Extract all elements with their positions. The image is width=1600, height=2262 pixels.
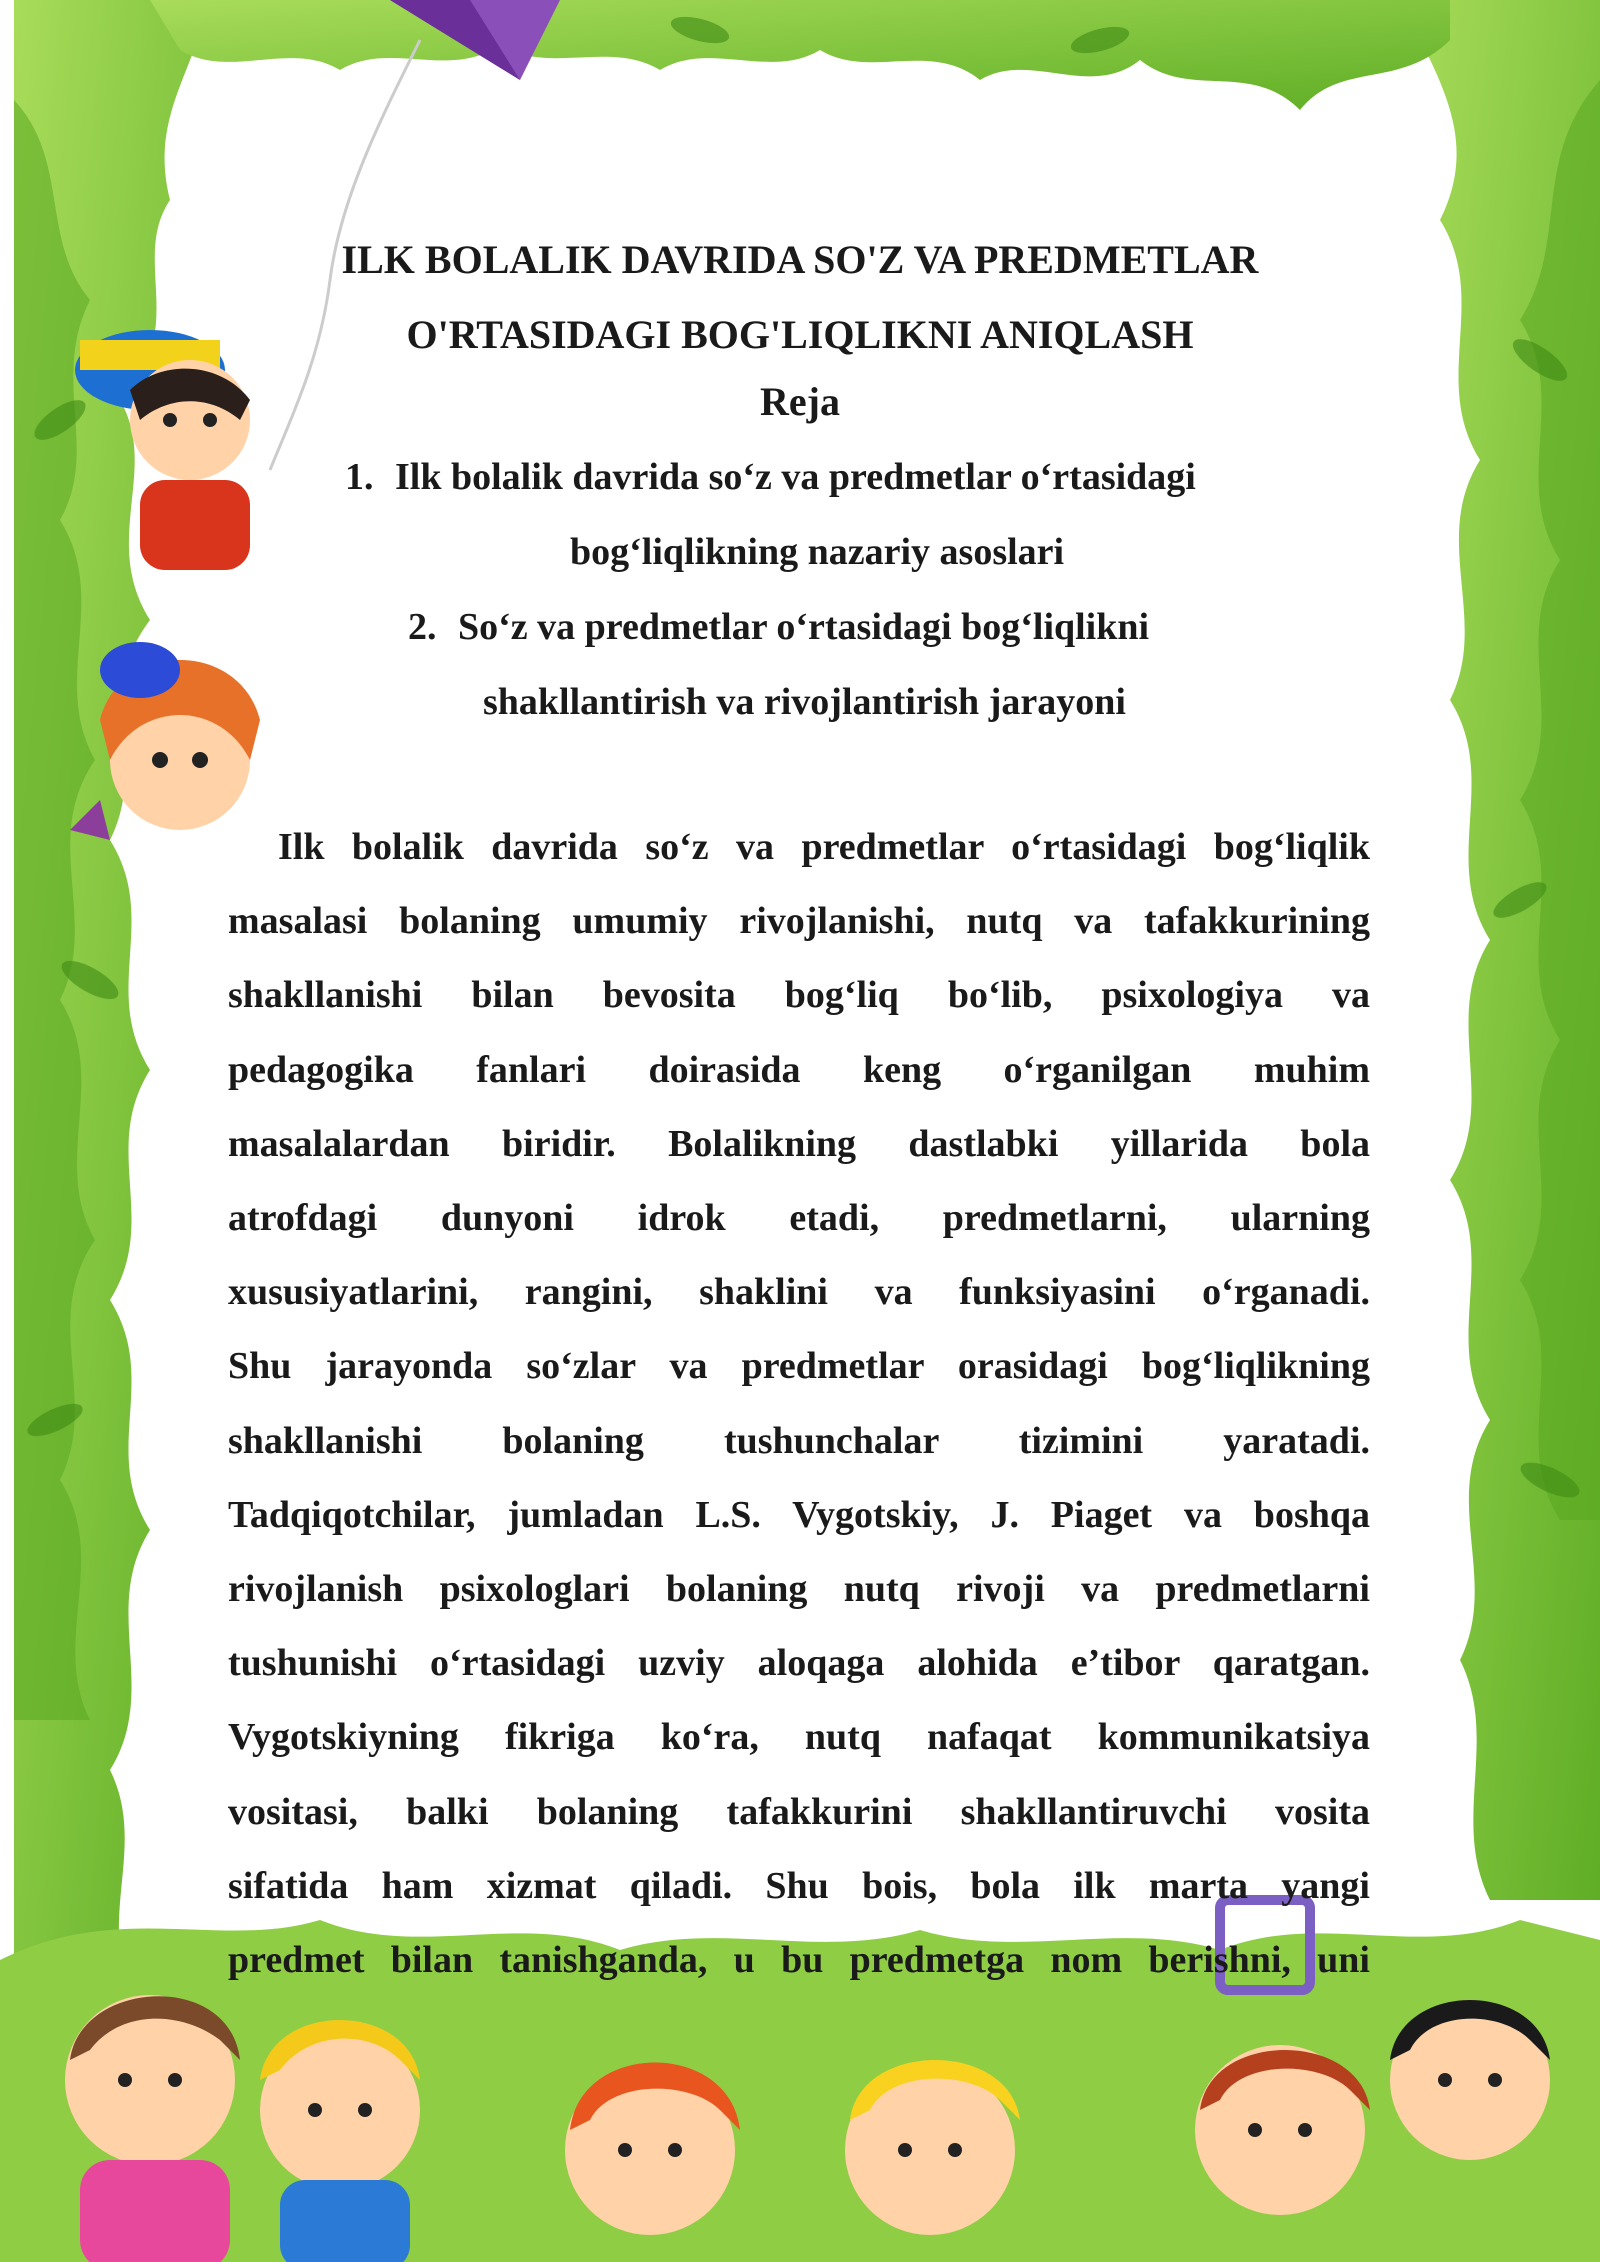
paragraph-line: Ilk bolalik davrida so‘z va predmetlar o‘rtasidagi bog‘liqlik (278, 826, 1370, 868)
paragraph-line: atrofdagi dunyoni idrok etadi, predmetlarni, ularning (228, 1197, 1370, 1240)
plan-item-line: So‘z va predmetlar o‘rtasidagi bog‘liqlikni (458, 606, 1150, 648)
plan-item-line: bog‘liqlikning nazariy asoslari (570, 531, 1065, 573)
paragraph-line: rivojlanish psixologlari bolaning nutq rivoji va predmetlarni (228, 1568, 1370, 1611)
plan-item-number: 2. (408, 606, 437, 648)
paragraph-line: shakllanishi bilan bevosita bog‘liq bo‘lib, psixologiya va (228, 974, 1370, 1017)
paragraph-line: Tadqiqotchilar, jumladan L.S. Vygotskiy, J. Piaget va boshqa (228, 1493, 1370, 1536)
paragraph-line: pedagogika fanlari doirasida keng o‘rganilgan muhim (228, 1048, 1370, 1091)
plan-item-line: Ilk bolalik davrida so‘z va predmetlar o‘rtasidagi (395, 456, 1196, 498)
body-paragraph (228, 810, 1370, 1997)
document-title (230, 222, 1370, 372)
paragraph-line: masalalardan biridir. Bolalikning dastlabki yillarida bola (228, 1122, 1370, 1165)
plan-item-line: shakllantirish va rivojlantirish jarayoni (483, 681, 1126, 723)
paragraph-line: sifatida ham xizmat qiladi. Shu bois, bola ilk marta yangi (228, 1864, 1370, 1907)
plan-heading: Reja (760, 379, 840, 424)
paragraph-line: shakllanishi bolaning tushunchalar tizimini yaratadi. (228, 1419, 1370, 1462)
paragraph-line: Vygotskiyning fikriga ko‘ra, nutq nafaqat kommunikatsiya (228, 1716, 1370, 1759)
plan-item (345, 440, 1345, 590)
paragraph-line: xususiyatlarini, rangini, shaklini va funksiyasini o‘rganadi. (228, 1271, 1370, 1314)
paragraph-line: tushunishi o‘rtasidagi uzviy aloqaga alohida e’tibor qaratgan. (228, 1642, 1370, 1685)
paragraph-line: masalasi bolaning umumiy rivojlanishi, nutq va tafakkurining (228, 900, 1370, 943)
plan-item (408, 590, 1308, 740)
plan-item-number: 1. (345, 456, 374, 498)
title-line: O'RTASIDAGI BOG'LIQLIKNI ANIQLASH (406, 312, 1194, 357)
title-line: ILK BOLALIK DAVRIDA SO'Z VA PREDMETLAR (341, 237, 1259, 282)
paragraph-line: Shu jarayonda so‘zlar va predmetlar orasidagi bog‘liqlikning (228, 1345, 1370, 1388)
paragraph-line: vositasi, balki bolaning tafakkurini shakllantiruvchi vosita (228, 1790, 1370, 1833)
paragraph-line: predmet bilan tanishganda, u bu predmetga nom berishni, uni (228, 1939, 1370, 1982)
